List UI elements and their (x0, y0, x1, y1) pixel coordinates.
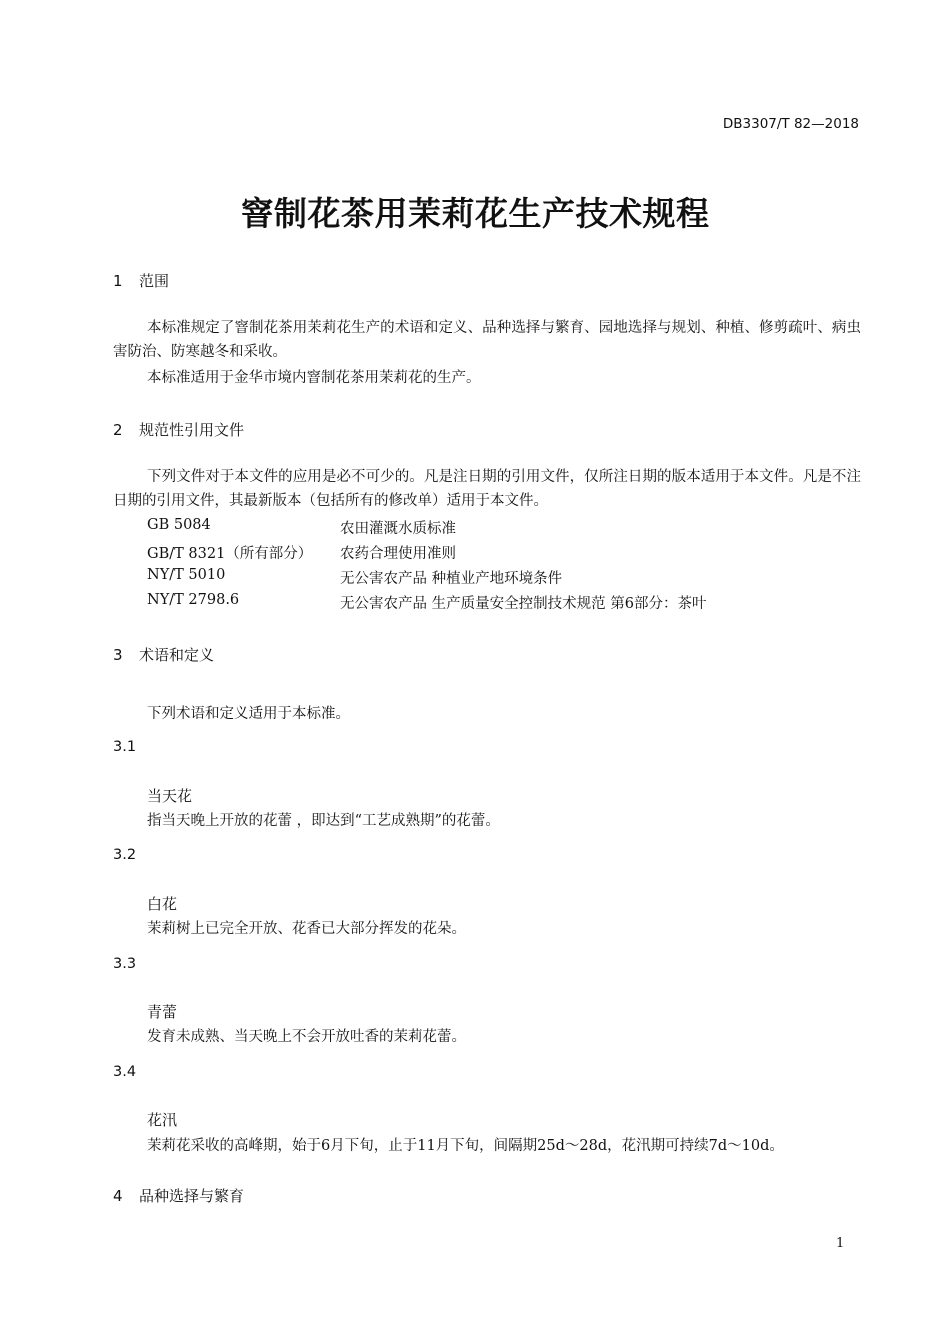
reference-title: 无公害农产品 种植业产地环境条件 (340, 571, 563, 587)
reference-title: 农田灌溉水质标准 (340, 521, 456, 537)
scope-paragraph-1: 本标准规定了窨制花茶用茉莉花生产的术语和定义、品种选择与繁育、园地选择与规划、种植、修剪疏叶、病虫害防治、防寒越冬和采收。 (113, 320, 861, 360)
term-name: 当天花 (147, 787, 193, 805)
reference-title: 无公害农产品 生产质量安全控制技术规范 第6部分：茶叶 (340, 596, 707, 612)
document-title: 窨制花茶用茉莉花生产技术规程 (240, 194, 710, 233)
section-number: 4 (113, 1187, 123, 1205)
section-title: 品种选择与繁育 (139, 1187, 245, 1205)
term-name: 白花 (147, 895, 178, 913)
section-4-heading (113, 1185, 244, 1206)
section-3-heading (113, 644, 214, 665)
reference-code: NY/T 5010 (147, 567, 226, 583)
section-number: 1 (113, 272, 123, 290)
terms-intro: 下列术语和定义适用于本标准。 (147, 706, 350, 722)
term-definition: 指当天晚上开放的花蕾 ，即达到“工艺成熟期”的花蕾。 (147, 813, 500, 829)
reference-title: 农药合理使用准则 (340, 546, 456, 562)
standard-code: DB3307/T 82—2018 (722, 116, 859, 132)
section-number: 2 (113, 421, 123, 439)
term-number: 3.1 (113, 739, 137, 755)
section-2-heading (113, 419, 244, 440)
section-1-heading (113, 270, 169, 291)
term-number: 3.4 (113, 1064, 137, 1080)
section-title: 术语和定义 (139, 646, 215, 664)
term-name: 青蕾 (147, 1003, 178, 1021)
section-title: 规范性引用文件 (139, 421, 245, 439)
section-number: 3 (113, 646, 123, 664)
term-definition: 茉莉花采收的高峰期，始于6月下旬，止于11月下旬，间隔期25d～28d，花汛期可持续7d～10d。 (147, 1138, 784, 1154)
page-number: 1 (836, 1236, 845, 1251)
references-intro: 下列文件对于本文件的应用是必不可少的。凡是注日期的引用文件，仅所注日期的版本适用于本文件。凡是不注日期的引用文件，其最新版本（包括所有的修改单）适用于本文件。 (113, 469, 861, 509)
scope-paragraph-2: 本标准适用于金华市境内窨制花茶用茉莉花的生产。 (147, 370, 481, 386)
reference-code: NY/T 2798.6 (147, 592, 240, 608)
term-definition: 发育未成熟、当天晚上不会开放吐香的茉莉花蕾。 (147, 1029, 466, 1045)
term-number: 3.2 (113, 847, 137, 863)
term-definition: 茉莉树上已完全开放、花香已大部分挥发的花朵。 (147, 921, 466, 937)
term-number: 3.3 (113, 956, 137, 972)
reference-code: GB 5084 (147, 517, 211, 533)
section-title: 范围 (139, 272, 170, 290)
reference-code: GB/T 8321（所有部分） (147, 546, 313, 562)
term-name: 花汛 (147, 1111, 178, 1129)
